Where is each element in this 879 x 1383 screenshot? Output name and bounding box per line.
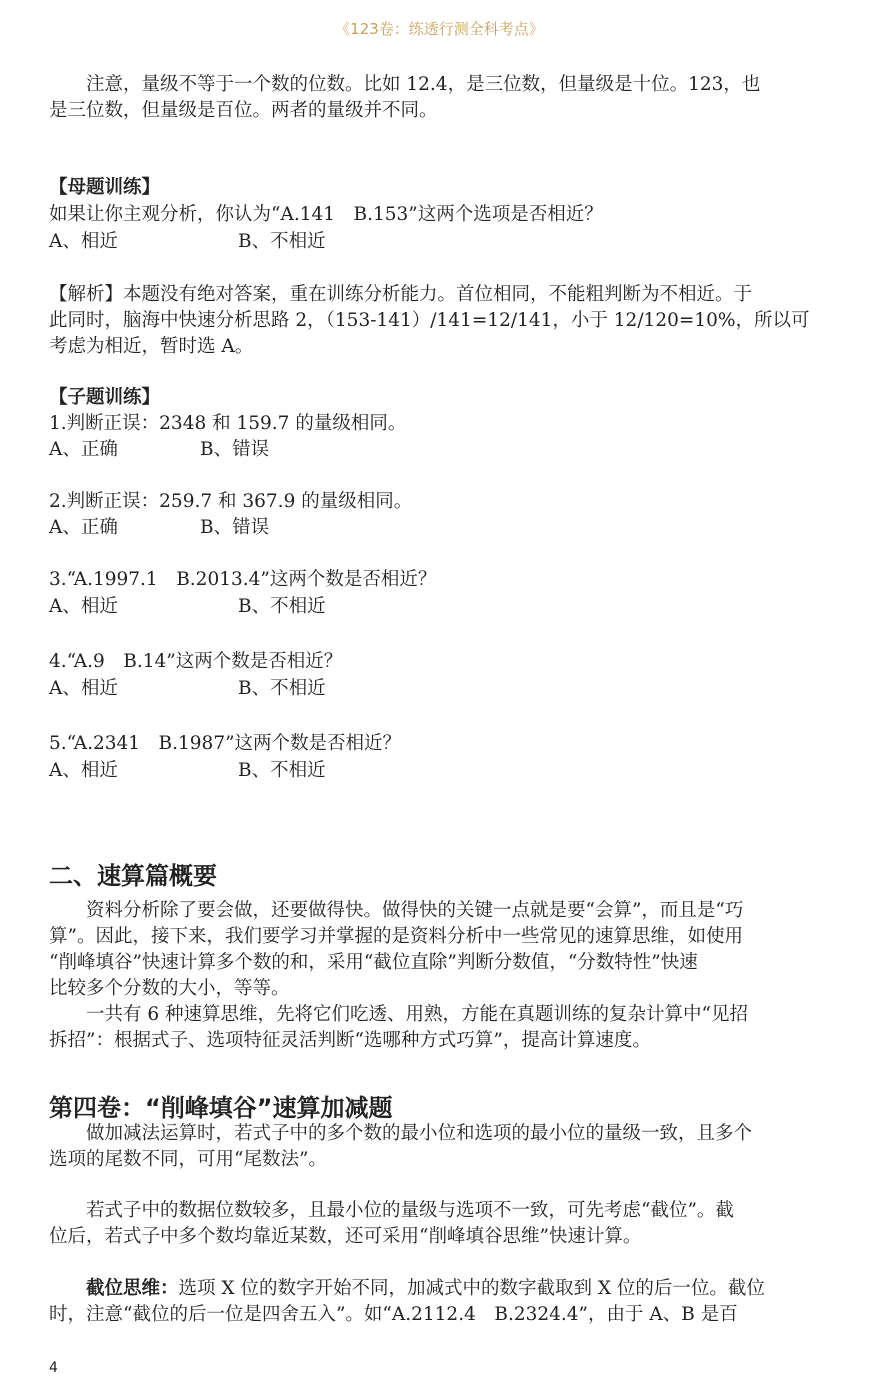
child-question-4: 4.“A.9 B.14”这两个数是否相近？: [49, 651, 343, 672]
section-2-p2-line-1: 一共有 6 种速算思维，先将它们吃透、用熟，方能在真题训练的复杂计算中“见招: [86, 1004, 748, 1025]
child-title: 【子题训练】: [49, 387, 161, 408]
child-1-option-b: B、错误: [200, 439, 270, 460]
volume-4-p2-line-1: 若式子中的数据位数较多，且最小位的量级与选项不一致，可先考虑“截位”。截: [86, 1200, 734, 1221]
analysis-line-1: 【解析】本题没有绝对答案，重在训练分析能力。首位相同，不能粗判断为不相近。于: [49, 284, 753, 305]
volume-4-p1-line-2: 选项的尾数不同，可用“尾数法”。: [49, 1149, 327, 1170]
child-3-option-a: A、相近: [49, 596, 118, 617]
child-question-1: 1.判断正误：2348 和 159.7 的量级相同。: [49, 413, 407, 434]
mother-option-b: B、不相近: [238, 231, 326, 252]
child-1-option-a: A、正确: [49, 439, 118, 460]
child-question-3: 3.“A.1997.1 B.2013.4”这两个数是否相近？: [49, 569, 437, 590]
mother-question: 如果让你主观分析，你认为“A.141 B.153”这两个选项是否相近？: [49, 204, 603, 225]
volume-4-p2-line-2: 位后，若式子中多个数均靠近某数，还可采用“削峰填谷思维”快速计算。: [49, 1226, 642, 1247]
running-header: 《123卷：练透行测全科考点》: [335, 20, 544, 38]
analysis-line-2: 此同时，脑海中快速分析思路 2，（153-141）/141=12/141，小于 12/120=10%，所以可: [49, 310, 810, 331]
mother-title: 【母题训练】: [49, 177, 161, 198]
child-5-option-b: B、不相近: [238, 760, 326, 781]
child-3-option-b: B、不相近: [238, 596, 326, 617]
section-2-p1-line-1: 资料分析除了要会做，还要做得快。做得快的关键一点就是要“会算”，而且是“巧: [86, 900, 744, 921]
child-2-option-b: B、错误: [200, 517, 270, 538]
section-2-p2-line-2: 拆招”：根据式子、选项特征灵活判断“选哪种方式巧算”，提高计算速度。: [49, 1030, 651, 1051]
truncation-label: 截位思维：: [86, 1278, 179, 1299]
child-question-2: 2.判断正误：259.7 和 367.9 的量级相同。: [49, 491, 413, 512]
truncation-text: 选项 X 位的数字开始不同，加减式中的数字截取到 X 位的后一位。截位: [178, 1278, 765, 1299]
child-4-option-a: A、相近: [49, 678, 118, 699]
section-2-heading: 二、速算篇概要: [49, 862, 217, 890]
volume-4-p3-line-2: 时，注意“截位的后一位是四舍五入”。如“A.2112.4 B.2324.4”，由于 A、B 是百: [49, 1304, 738, 1325]
page-number: 4: [49, 1360, 58, 1376]
section-2-p1-line-3: “削峰填谷”快速计算多个数的和，采用“截位直除”判断分数值，“分数特性”快速: [49, 952, 698, 973]
volume-4-p3-line-1: [86, 1276, 765, 1302]
section-2-p1-line-2: 算”。因此，接下来，我们要学习并掌握的是资料分析中一些常见的速算思维，如使用: [49, 926, 743, 947]
child-4-option-b: B、不相近: [238, 678, 326, 699]
intro-line-2: 是三位数，但量级是百位。两者的量级并不同。: [49, 100, 438, 121]
section-2-p1-line-4: 比较多个分数的大小，等等。: [49, 978, 290, 999]
child-5-option-a: A、相近: [49, 760, 118, 781]
child-2-option-a: A、正确: [49, 517, 118, 538]
volume-4-heading: 第四卷：“削峰填谷”速算加减题: [49, 1094, 393, 1122]
analysis-line-3: 考虑为相近，暂时选 A。: [49, 336, 254, 357]
intro-line-1: 注意，量级不等于一个数的位数。比如 12.4，是三位数，但量级是十位。123，也: [86, 74, 761, 95]
volume-4-p1-line-1: 做加减法运算时，若式子中的多个数的最小位和选项的最小位的量级一致，且多个: [86, 1123, 753, 1144]
child-question-5: 5.“A.2341 B.1987”这两个数是否相近？: [49, 733, 402, 754]
mother-option-a: A、相近: [49, 231, 118, 252]
